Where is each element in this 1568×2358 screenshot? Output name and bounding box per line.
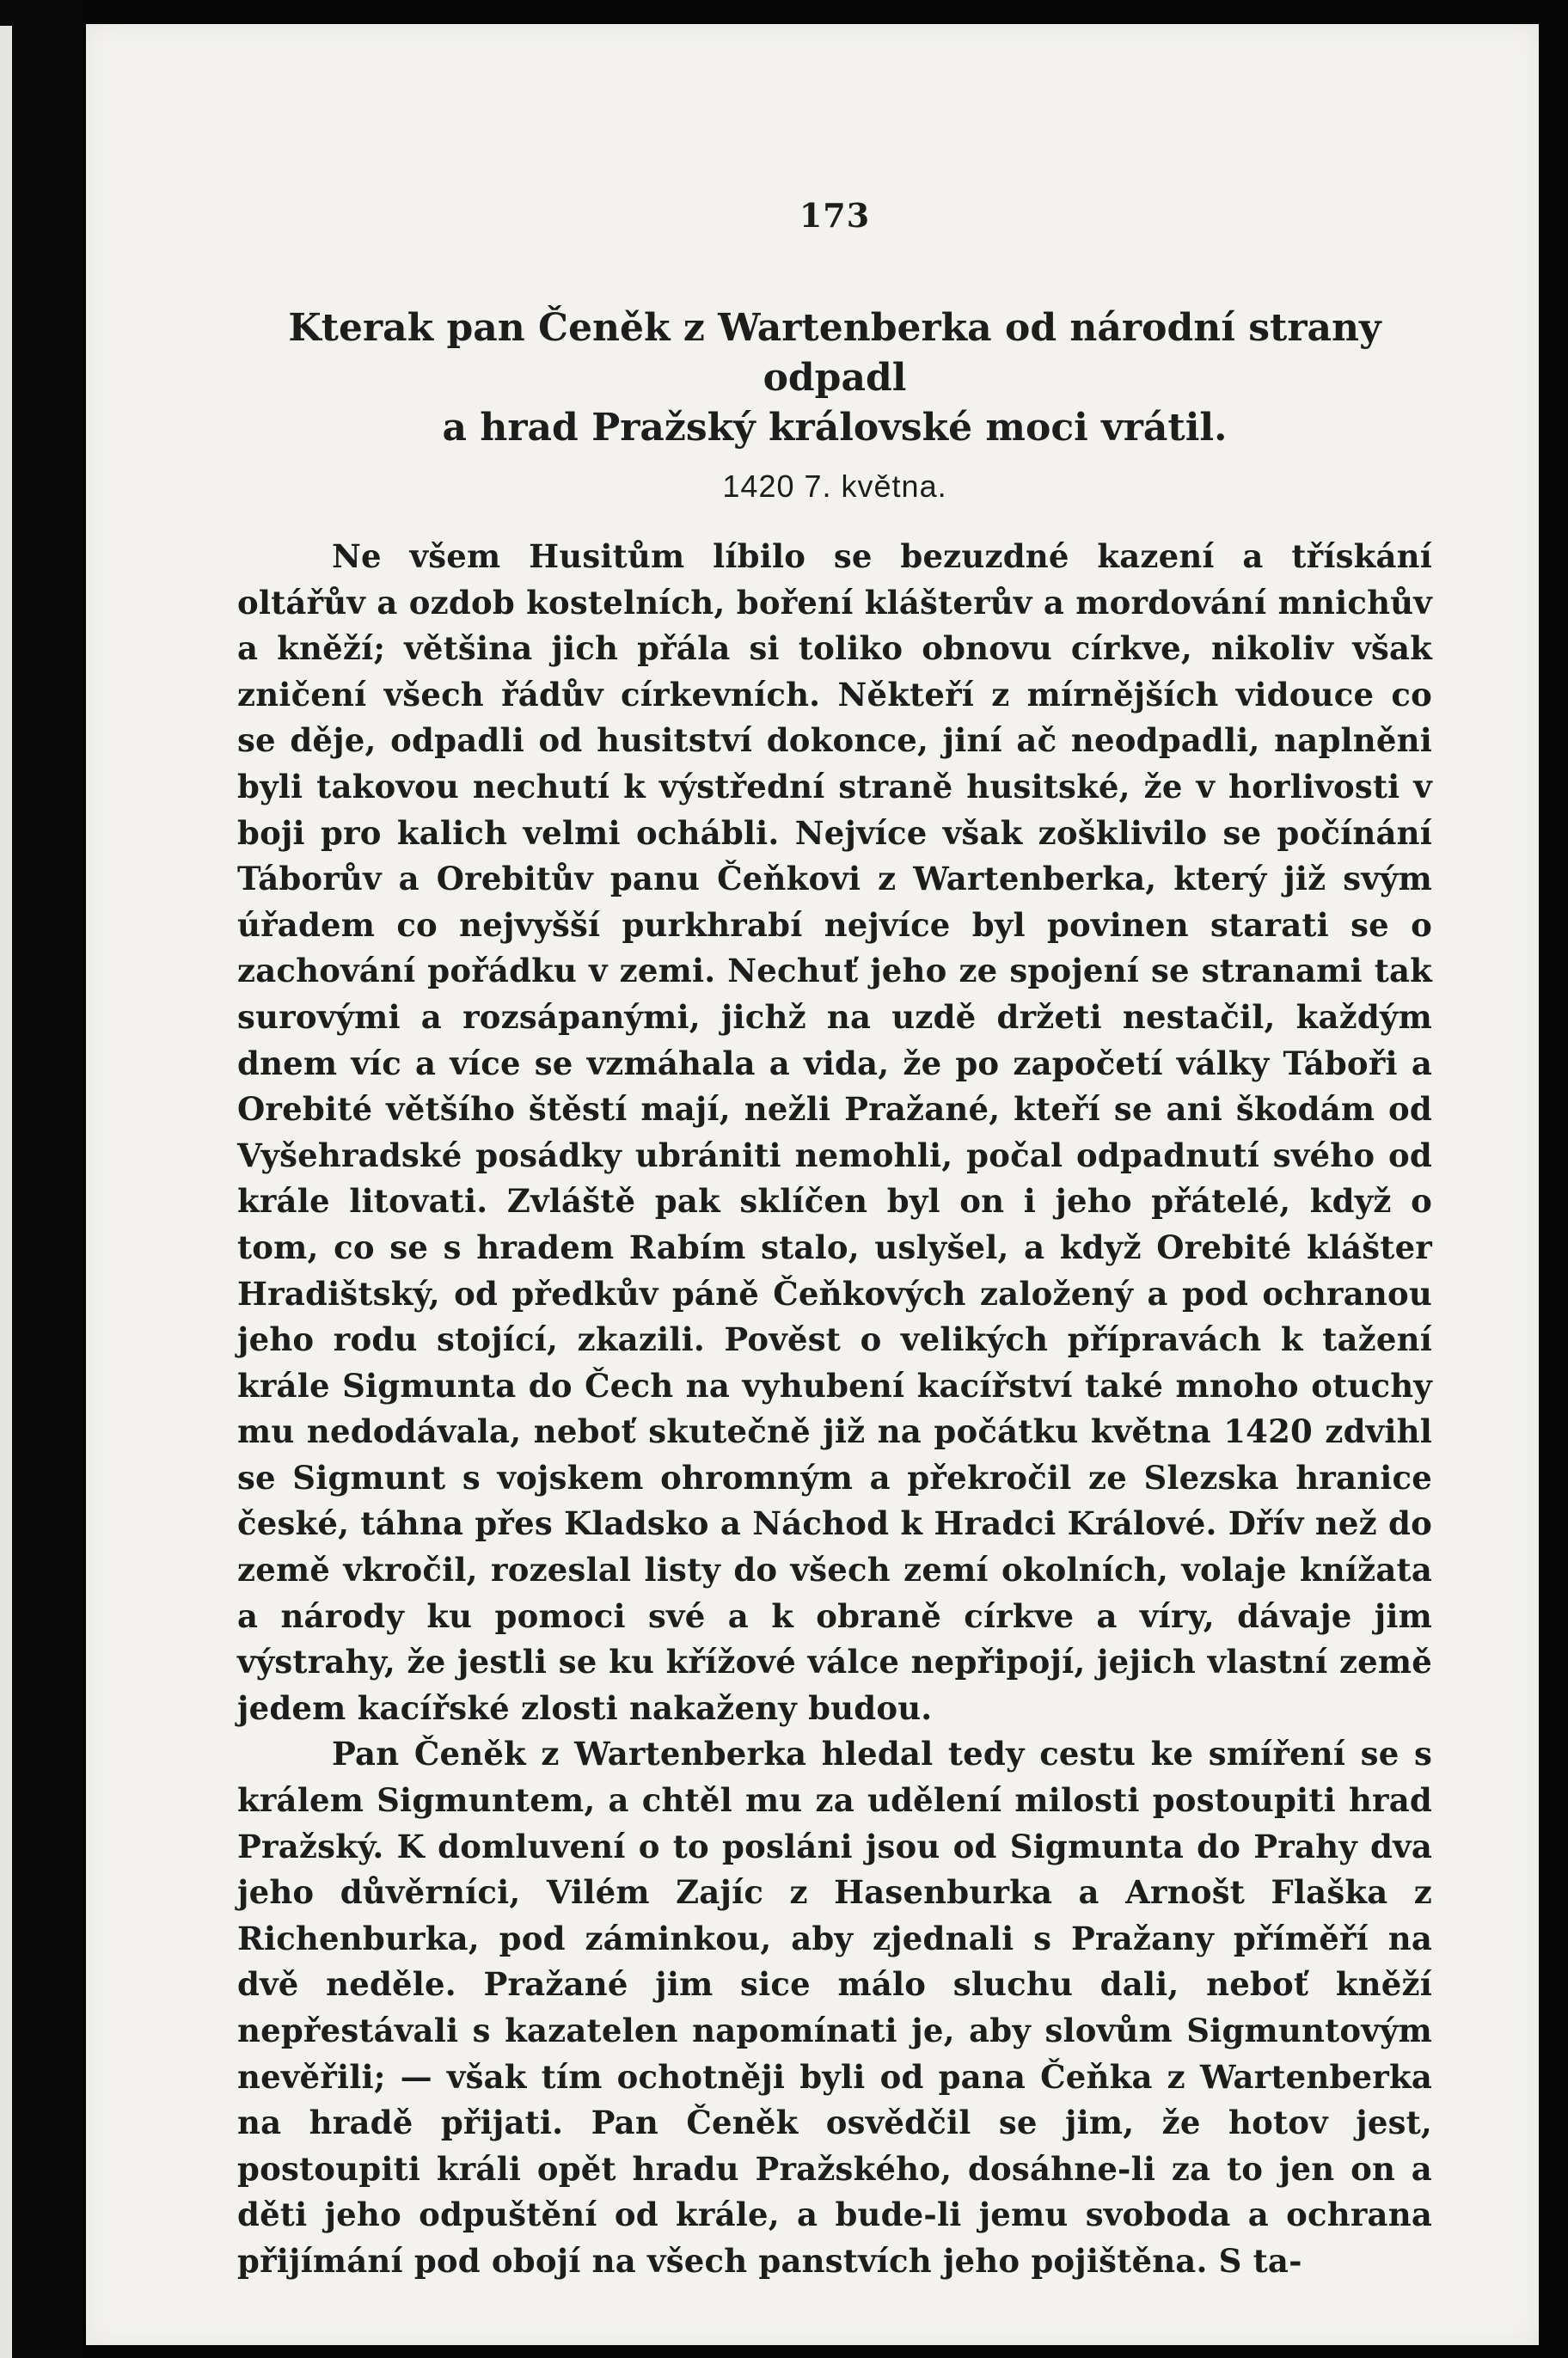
- chapter-title-line-2: a hrad Pražský královské moci vrátil.: [442, 406, 1228, 450]
- chapter-title-line-1: Kterak pan Čeněk z Wartenberka od národní strany odpadl: [288, 306, 1381, 400]
- scan-right-border: [1539, 0, 1568, 2358]
- scan-left-border: [0, 0, 83, 2358]
- paragraph-2: Pan Čeněk z Wartenberka hledal tedy cestu ke smíření se s králem Sigmuntem, a chtěl mu za udělení milosti postoupiti hrad Pražský. K domluvení o to posláni jsou od Sigmunta do Prahy dva jeho důvěrníci, Vilém Zajíc z Hasenburka a Arnošt Flaška z Richenburka, pod záminkou, aby zjednali s Pražany příměří na dvě neděle. Pražané jim sice málo sluchu dali, neboť kněží nepřestávali s kazatelen napomínati je, aby slovům Sigmuntovým nevěřili; — však tím ochotněji byli od pana Čeňka z Wartenberka na hradě přijati. Pan Čeněk osvědčil se jim, že hotov jest, postoupiti králi opět hradu Pražského, dosáhne-li za to jen on a děti jeho odpuštění od krále, a bude-li jemu svoboda a ochrana přijímání pod obojí na všech panstvích jeho pojištěna. S ta-: [237, 1735, 1432, 2280]
- page-number: 173: [799, 196, 871, 235]
- paragraph-1: Ne všem Husitům líbilo se bezuzdné kazení a třískání oltářův a ozdob kostelních, boření klášterův a mordování mnichův a kněží; většina jich přála si toliko obnovu církve, nikoliv však zničení všech řádův církevních. Někteří z mírnějších vidouce co se děje, odpadli od husitství dokonce, jiní ač neodpadli, naplněni byli takovou nechutí k výstřední straně husitské, že v horlivosti v boji pro kalich velmi ochábli. Nejvíce však zošklivilo se počínání Táborův a Orebitův panu Čeňkovi z Wartenberka, který již svým úřadem co nejvyšší purkhrabí nejvíce byl povinen starati se o zachování pořádku v zemi. Nechuť jeho ze spojení se stranami tak surovými a rozsápanými, jichž na uzdě držeti nestačil, každým dnem víc a více se vzmáhala a vida, že po započetí války Tábořі a Orebité většího štěstí mají, nežli Pražané, kteří se ani škodám od Vyšehradské posádky ubrániti nemohli, počal odpadnutí svého od krále litovati. Zvláště pak sklíčen byl on i jeho přátelé, když o tom, co se s hradem Rabím stalo, uslyšel, a když Orebité klášter Hradištský, od předkův páně Čeňkových založený a pod ochranou jeho rodu stojící, zkazili. Pověst o velikých přípravách k tažení krále Sigmunta do Čech na vyhubení kacířství také mnoho otuchy mu nedodávala, neboť skutečně již na počátku května 1420 zdvihl se Sigmunt s vojskem ohromným a překročil ze Slezska hranice české, táhna přes Kladsko a Náchod k Hradci Králové. Dřív než do země vkročil, rozeslal listy do všech zemí okolních, volaje knížata a národy ku pomoci své a k obraně církve a víry, dávaje jim výstrahy, že jestli se ku křížové válce nepřipojí, jejich vlastní země jedem kacířské zlosti nakaženy budou.: [237, 537, 1432, 1727]
- book-page: [86, 24, 1539, 2345]
- previous-page-edge: [0, 26, 12, 2358]
- text-column: [237, 196, 1432, 2285]
- chapter-date: 1420 7. května.: [722, 469, 947, 504]
- chapter-title: [237, 303, 1432, 453]
